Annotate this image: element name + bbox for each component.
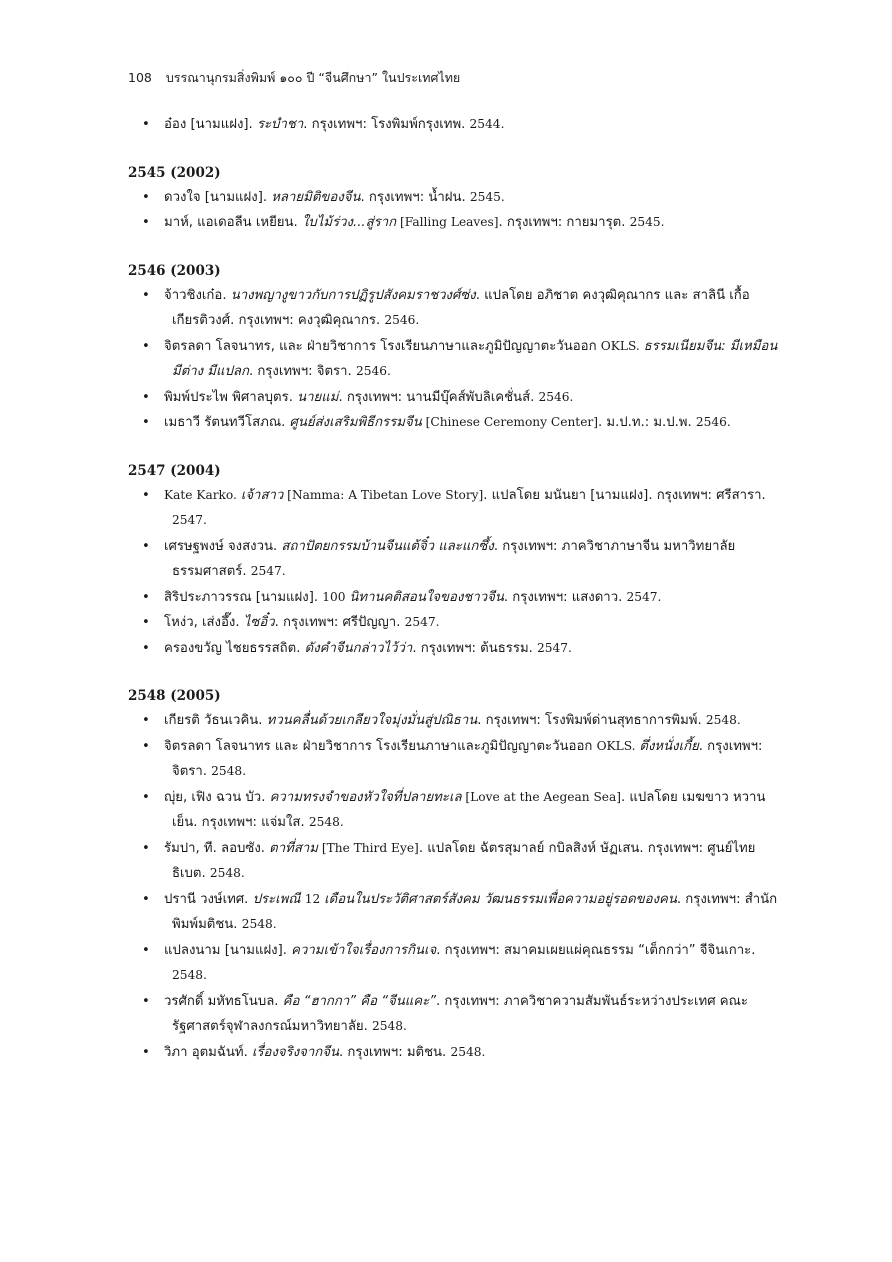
bullet-icon: • [142,117,150,132]
bibliography-entry [128,636,778,662]
entry-title: ดังคำจีนกล่าวไว้ว่า [304,640,413,656]
bibliography-entry [128,334,778,385]
bullet-icon: • [142,891,150,907]
entry-title: ตาที่สาม [269,840,318,856]
entry-title: นายแม่ [297,389,339,405]
bullet-icon: • [142,840,150,856]
entry-latin-text: 2548. [211,764,247,778]
bibliography-entry [128,610,778,636]
entry-text: . กรุงเทพฯ: จิตรา. [248,364,356,379]
bibliography-entry [128,836,778,887]
bibliography-entry [128,185,778,211]
page-number: 108 [128,70,152,85]
year-heading: 2545 (2002) [128,164,221,181]
year-section [128,165,778,236]
bullet-icon: • [142,1044,150,1060]
bibliography-entry [128,210,778,236]
bibliography-entry [128,887,778,938]
year-section [128,263,778,436]
entry-text: . กรุงเทพฯ: แสงดาว. [503,589,627,605]
entry-latin-text: 2547. [537,640,572,655]
entry-list [128,483,778,662]
bibliography-entry [128,534,778,585]
entry-latin-text: 2547. [250,564,286,578]
bullet-icon: • [142,738,150,754]
entry-text: . แปลโดย ฉัตรสุมาลย์ กบิลสิงห์ ษัฏเสน. กรุงเทพฯ: ศูนย์ไทยธิเบต. [172,840,756,881]
entry-latin-text: 2548. [172,968,207,982]
bibliography-entry [128,385,778,411]
bullet-icon: • [142,589,150,605]
entry-text: จ้าวชิงเก๋อ. [164,287,231,303]
year-section [128,688,778,1065]
running-title: บรรณานุกรมสิ่งพิมพ์ ๑๐๐ ปี “จีนศึกษา” ในประเทศไทย [165,70,461,85]
entry-text: ครองขวัญ ไชยธรรสถิต. [164,640,305,656]
entry-title: ระบำชา [256,117,304,132]
entry-latin-text: 2547. [404,615,440,629]
entry-text: . กรุงเทพฯ: สมาคมเผยแผ่คุณธรรม “เต็กกว่า” จีจินเกาะ. [436,942,756,958]
entry-text: . กรุงเทพฯ: จิตรา. [172,738,763,779]
bullet-icon: • [142,993,150,1009]
entry-text: รัมปา, ที. ลอบซัง. [164,840,270,856]
entry-title: เดือนในประวัติศาสตร์สังคม วัฒนธรรมเพื่อความอยู่รอดของคน [324,891,677,907]
entry-text: วรศักดิ์ มหัทธโนบล. [164,993,283,1009]
bullet-icon: • [142,415,150,430]
entry-latin-text: Kate Karko. [164,487,241,502]
entry-latin-text: 100 [322,589,350,604]
bullet-icon: • [142,338,150,354]
entry-title: หลายมิติของจีน [271,189,361,205]
entry-latin-text: 2546. [355,364,391,378]
entry-text: มาห์, แอเดอลีน เหยียน. [164,215,302,230]
entry-text: จิตรลดา โลจนาทร และ ฝ่ายวิชาการ โรงเรียนภาษาและภูมิปัญญาตะวันออก [164,738,597,754]
entry-title: ใบไม้ร่วง...สู่ราก [301,215,397,230]
entry-text: . กรุงเทพฯ: ภาควิชาภาษาจีน มหาวิทยาลัยธรรมศาสตร์. [172,538,736,579]
entry-title: นางพญางูขาวกับการปฏิรูปสังคมราชวงศ์ซ่ง [230,287,476,303]
entry-latin-text: 12 [304,891,325,906]
entry-latin-text: 2548. [209,866,245,880]
entry-title: ประเพณี [252,891,305,907]
bibliography-entry [128,283,778,334]
entry-text: อ๋อง [นามแฝง]. [164,117,257,132]
entry-text: เกียรติ วัธนเวคิน. [164,713,267,728]
entry-title: ความเข้าใจเรื่องการกินเจ [291,942,437,958]
entry-text: ญุ่ย, เฟิง ฉวน บัว. [164,789,270,805]
entry-text: . กรุงเทพฯ: นานมีบุ๊คส์พับลิเคชั่นส์. [338,389,539,405]
entry-latin-text: 2546. [695,415,731,429]
entry-title: ความทรงจำของหัวใจที่ปลายทะเล [269,789,462,805]
year-section [128,112,778,138]
bibliography-entry [128,483,778,534]
entry-text: . กรุงเทพฯ: สำนักพิมพ์มติชน. [172,891,778,932]
bullet-icon: • [142,287,150,303]
entry-latin-text: 2547. [626,589,662,604]
bullet-icon: • [142,789,150,805]
entry-text: . แปลโดย มนันยา [นามแฝง]. กรุงเทพฯ: ศรีสารา. [483,487,766,503]
entry-text: เศรษฐพงษ์ จงสงวน. [164,538,282,554]
bullet-icon: • [142,713,150,728]
entry-text: ปรานี วงษ์เทศ. [164,891,253,907]
bullet-icon: • [142,640,150,656]
entry-text: . กรุงเทพฯ: โรงพิมพ์กรุงเทพ. [303,117,470,132]
entry-text: . กรุงเทพฯ: ศรีปัญญา. [274,615,405,630]
bibliography-entry [128,938,778,989]
entry-text: . กรุงเทพฯ: มติชน. [339,1044,451,1060]
entry-latin-text: 2548. [241,917,277,931]
entry-title: นิทานคติสอนใจของชาวจีน [349,589,504,605]
entry-title: ทวนคลื่นด้วยเกลียวใจมุ่งมั่นสู่ปณิธาน [266,713,478,728]
bullet-icon: • [142,189,150,205]
entry-latin-text: [Namma: A Tibetan Love Story] [283,487,484,502]
bibliography-list [128,112,778,1092]
year-heading: 2547 (2004) [128,462,221,479]
bullet-icon: • [142,389,150,405]
entry-text: . แปลโดย อภิชาต คงวุฒิคุณากร และ สาลินี เกื้อเกียรติวงศ์. กรุงเทพฯ: คงวุฒิคุณากร. [172,287,750,328]
bibliography-entry [128,585,778,611]
entry-latin-text: [Love at the Aegean Sea] [461,789,622,804]
entry-text: . แปลโดย เมฆขาว หวานเย็น. กรุงเทพฯ: แจ่มใส. [172,789,766,830]
entry-title: คือ “ฮากกา” คือ “จีนแคะ” [282,993,437,1009]
entry-latin-text: 2546. [384,313,420,327]
bibliography-entry [128,785,778,836]
entry-title: เจ้าสาว [240,487,284,503]
bullet-icon: • [142,942,150,958]
entry-text: . กรุงเทพฯ: กายมารุต. [498,215,630,230]
entry-latin-text: OKLS. [600,338,644,353]
bullet-icon: • [142,615,150,630]
entry-latin-text: [Chinese Ceremony Center] [421,415,598,429]
entry-text: เมธาวี รัตนทวีโสภณ. [164,415,290,430]
entry-title: ไซอิ๋ว [243,615,275,630]
entry-text: ดวงใจ [นามแฝง]. [164,189,272,205]
year-heading: 2546 (2003) [128,262,221,279]
entry-latin-text: 2545. [629,215,665,229]
entry-title: ตึ่งหนั่งเกี้ย [639,738,699,754]
entry-title: สถาปัตยกรรมบ้านจีนแต้จิ๋ว และแกซึ้ง [281,538,494,554]
year-heading: 2548 (2005) [128,688,221,704]
entry-latin-text: 2545. [469,189,505,204]
entry-latin-text: 2548. [372,1019,407,1033]
entry-title: เรื่องจริงจากจีน [251,1044,340,1060]
entry-title: ศูนย์ส่งเสริมพิธีกรรมจีน [289,415,422,430]
bibliography-entry [128,410,778,436]
entry-latin-text: [The Third Eye] [317,840,419,855]
entry-text: โหง่ว, เส่งอึ๊ง. [164,615,244,630]
entry-list [128,112,778,138]
entry-text: . กรุงเทพฯ: โรงพิมพ์ด่านสุทธาการพิมพ์. [477,713,706,728]
entry-text: สิริประภาวรรณ [นามแฝง]. [164,589,323,605]
entry-list [128,283,778,436]
entry-latin-text: 2546. [538,389,574,404]
entry-latin-text: 2547. [172,513,207,527]
bibliography-entry [128,112,778,138]
entry-text: จิตรลดา โลจนาทร, และ ฝ่ายวิชาการ โรงเรียนภาษาและภูมิปัญญาตะวันออก [164,338,601,354]
entry-text: . กรุงเทพฯ: ต้นธรรม. [412,640,538,656]
bullet-icon: • [142,538,150,554]
bibliography-entry [128,989,778,1040]
entry-text: . ม.ป.ท.: ม.ป.พ. [598,415,696,430]
entry-latin-text: 2548. [308,815,344,829]
entry-text: พิมพ์ประไพ พิศาลบุตร. [164,389,298,405]
running-header [128,68,460,88]
entry-latin-text: OKLS. [596,738,640,753]
entry-latin-text: [Falling Leaves] [396,215,499,229]
bibliography-entry [128,708,778,734]
entry-latin-text: 2548. [450,1044,486,1059]
bibliography-entry [128,734,778,785]
entry-text: วิภา อุตมฉันท์. [164,1044,252,1060]
entry-text: แปลงนาม [นามแฝง]. [164,942,292,958]
entry-list [128,708,778,1065]
entry-latin-text: 2548. [705,713,741,727]
entry-title: ธรรมเนียมจีน: มีเหมือน มีต่าง มีแปลก [172,338,778,379]
year-section [128,463,778,662]
entry-text: . กรุงเทพฯ: น้ำฝน. [360,189,470,205]
entry-latin-text: 2544. [469,117,505,131]
bullet-icon: • [142,215,150,230]
entry-list [128,185,778,236]
bibliography-entry [128,1040,778,1066]
entry-text: . กรุงเทพฯ: ภาควิชาความสัมพันธ์ระหว่างประเทศ คณะรัฐศาสตร์จุฬาลงกรณ์มหาวิทยาลัย. [172,993,748,1034]
bullet-icon: • [142,487,150,503]
